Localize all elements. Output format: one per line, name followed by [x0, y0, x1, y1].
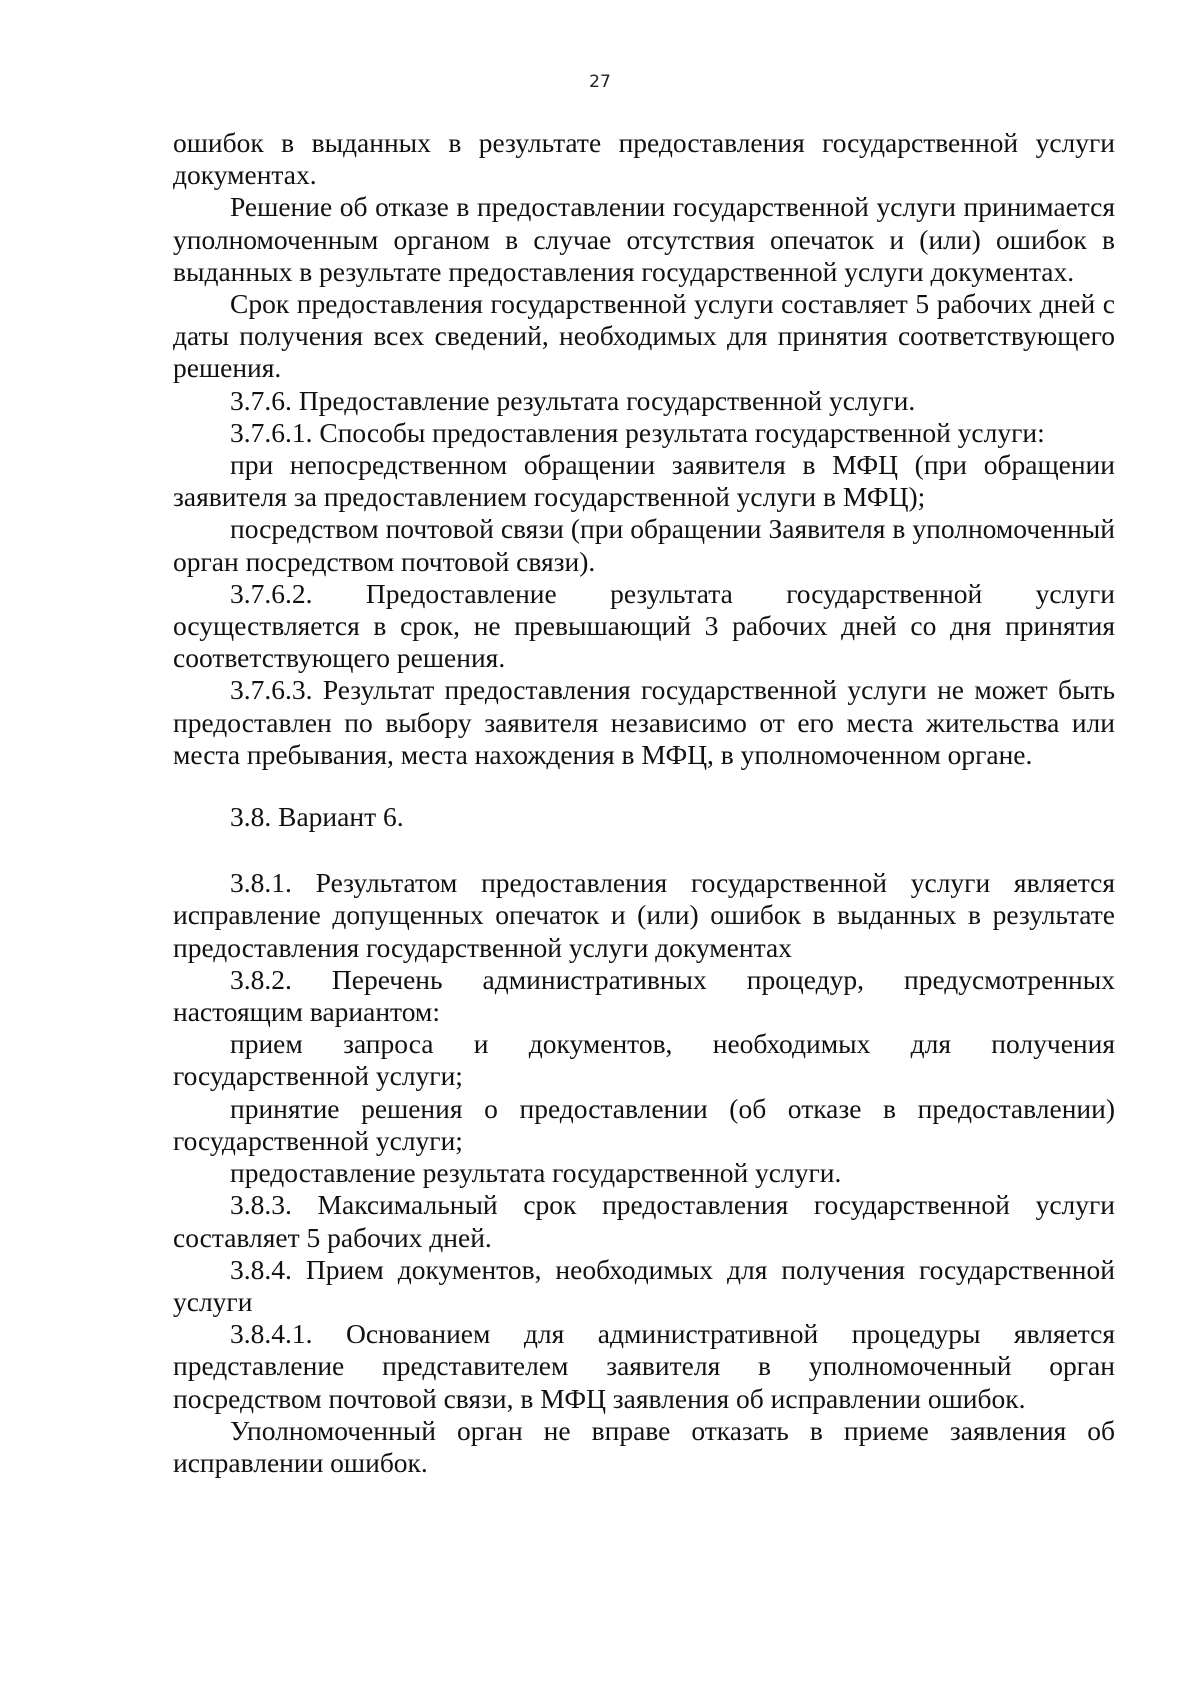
paragraph: 3.8.2. Перечень административных процедур, предусмотренных настоящим вариантом:: [173, 963, 1115, 1028]
paragraph: предоставление результата государственной услуги.: [230, 1157, 842, 1189]
paragraph: Уполномоченный орган не вправе отказать в приеме заявления об исправлении ошибок.: [173, 1414, 1115, 1478]
paragraph: Срок предоставления государственной услуги составляет 5 рабочих дней с даты получения всех сведений, необходимых для принятия соответствующего решения.: [173, 288, 1115, 384]
page-number: 27: [589, 72, 611, 92]
paragraph: 3.7.6. Предоставление результата государственной услуги.: [230, 384, 916, 416]
section-heading: 3.8. Вариант 6.: [230, 801, 404, 833]
paragraph: ошибок в выданных в результате предоставления государственной услуги документах.: [173, 127, 1115, 191]
paragraph: 3.7.6.3. Результат предоставления государственной услуги не может быть предоставлен по выбору заявителя независимо от его места жительства или места пребывания, места нахождения в МФЦ, в уполномоченном органе.: [173, 674, 1115, 770]
document-body: [173, 127, 1115, 1479]
paragraph: 3.7.6.1. Способы предоставления результата государственной услуги:: [230, 416, 1045, 448]
paragraph: прием запроса и документов, необходимых для получения государственной услуги;: [173, 1028, 1115, 1092]
paragraph: 3.8.4.1. Основанием для административной процедуры является представление представителем заявителя в уполномоченный орган посредством почтовой связи, в МФЦ заявления об исправлении ошибок.: [173, 1318, 1115, 1414]
paragraph: 3.7.6.2. Предоставление результата государственной услуги осуществляется в срок, не превышающий 3 рабочих дней со дня принятия соответствующего решения.: [173, 577, 1115, 674]
paragraph: 3.8.1. Результатом предоставления государственной услуги является исправление допущенных опечаток и (или) ошибок в выданных в результате предоставления государственной услуги документах: [173, 867, 1115, 963]
paragraph: принятие решения о предоставлении (об отказе в предоставлении) государственной услуги;: [173, 1092, 1115, 1156]
paragraph: 3.8.4. Прием документов, необходимых для получения государственной услуги: [173, 1253, 1115, 1317]
paragraph: 3.8.3. Максимальный срок предоставления государственной услуги составляет 5 рабочих дней.: [173, 1189, 1115, 1253]
paragraph: посредством почтовой связи (при обращении Заявителя в уполномоченный орган посредством почтовой связи).: [173, 513, 1115, 577]
paragraph: Решение об отказе в предоставлении государственной услуги принимается уполномоченным органом в случае отсутствия опечаток и (или) ошибок в выданных в результате предоставления государственной услуги документах.: [173, 191, 1115, 287]
paragraph: при непосредственном обращении заявителя в МФЦ (при обращении заявителя за предоставлением государственной услуги в МФЦ);: [173, 449, 1115, 513]
